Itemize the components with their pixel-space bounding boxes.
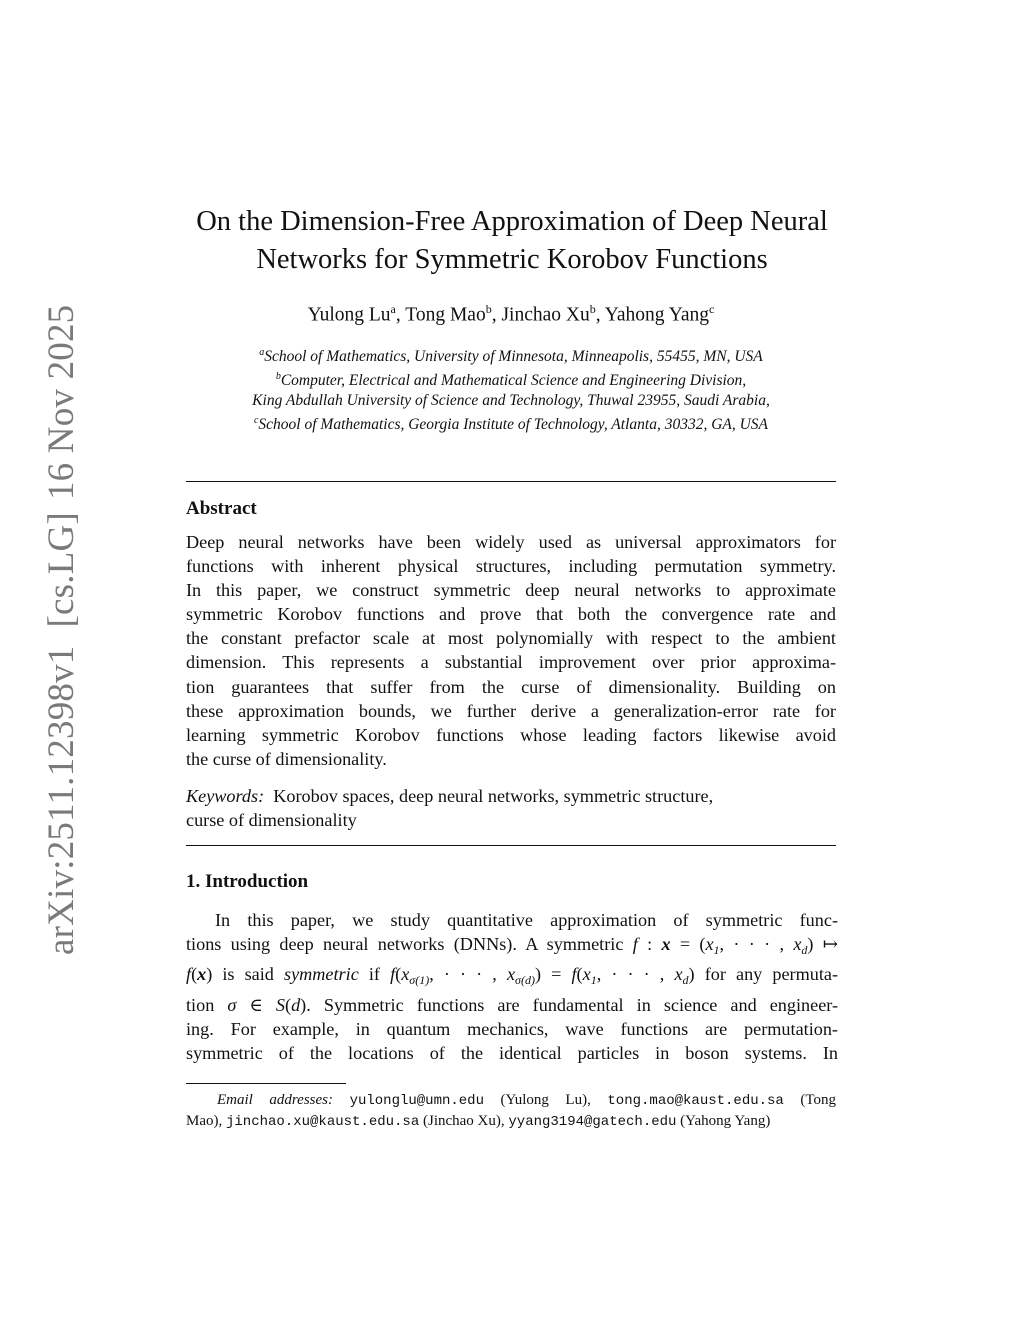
intro-line: f(x) is said symmetric if $f(x_{\sigma(1)}$, · · · , $x_{\sigma(d)}) = f(x_1$, · · · , $x_d$) for any permuta- [186,964,838,988]
email-link[interactable]: yulonglu@umn.edu [349,1093,484,1109]
author-mark: b [485,302,492,316]
intro-text: if [358,964,391,985]
footnote-rule [186,1083,346,1084]
author-name: Yahong Yang [604,304,709,326]
email-owner: (Yulong Lu) [500,1092,588,1108]
abstract-line: these approximation bounds, we further derive a generalization-error rate for [186,700,836,721]
author-list [186,302,836,327]
intro-line: In this paper, we study quantitative approximation of symmetric func- [215,910,838,930]
author-separator: , [595,304,605,326]
intro-line: tion σ ∈ S(d). Symmetric functions are fundamental in science and engineer- [186,994,839,1015]
affiliation [150,343,872,367]
abstract-line: the curse of dimensionality. [186,748,387,769]
intro-line: tions using deep neural networks (DNNs). A symmetric f : $x = (x_1$, · · · , $x_d$) ↦ [186,934,838,958]
abstract-line: learning symmetric Korobov functions whose leading factors likewise avoid [186,724,836,745]
intro-text: . Symmetric functions are fundamental in science and engineer- [306,994,839,1015]
author-mark: a [390,302,396,316]
keywords-line [186,784,836,808]
abstract-bottom-rule [186,845,836,846]
author-mark: c [709,302,715,316]
affiliation-mark: c [253,415,259,427]
arxiv-category: [cs.LG] [41,512,82,628]
email-owner: Mao), [186,1113,223,1129]
intro-line: ing. For example, in quantum mechanics, wave functions are permutation- [186,1018,838,1039]
email-owner: (Jinchao Xu) [422,1113,501,1129]
footnote-label: Email addresses: [217,1092,333,1108]
author-name: Yulong Lu [307,304,391,326]
author-name: Tong Mao [405,304,486,326]
keywords-text: Korobov spaces, deep neural networks, symmetric structure, [273,786,714,806]
email-link[interactable]: jinchao.xu@kaust.edu.sa [226,1114,420,1130]
email-owner: (Yahong Yang) [680,1113,771,1129]
intro-emphasis: symmetric [284,964,359,985]
intro-line: symmetric of the locations of the identical particles in boson systems. In [186,1043,838,1064]
keywords-label: Keywords: [186,786,265,806]
affiliation-text: School of Mathematics, Georgia Institute of Technology, Atlanta, 30332, GA, USA [258,416,769,434]
abstract-line: In this paper, we construct symmetric deep neural networks to approximate [186,580,836,601]
introduction-body [186,908,838,1065]
arxiv-id: arXiv:2511.12398v1 [41,645,82,955]
paper-title [160,203,864,279]
email-link[interactable]: tong.mao@kaust.edu.sa [607,1093,784,1109]
intro-text: is said [212,964,285,985]
intro-text: tion [186,994,228,1015]
affiliation [150,411,872,435]
abstract-line: dimension. This represents a substantial improvement over prior approxima- [186,652,836,673]
intro-text: tions using deep neural networks (DNNs). A symmetric [186,934,633,955]
keywords [186,784,836,832]
author-name: Jinchao Xu [501,304,590,326]
abstract-line: symmetric Korobov functions and prove that both the convergence rate and [186,604,836,625]
arxiv-date: 16 Nov 2025 [41,304,82,501]
title-line-2: Networks for Symmetric Korobov Functions [256,244,768,275]
affiliation [150,391,872,411]
math-expression: f [390,964,396,985]
affiliation-mark: a [259,347,265,358]
email-owner: (Tong [800,1092,837,1108]
affiliation-text: School of Mathematics, University of Minnesota, Minneapolis, 55455, MN, USA [264,348,763,366]
abstract-heading: Abstract [186,498,257,519]
title-line-1: On the Dimension-Free Approximation of Deep Neural [196,206,828,237]
affiliation-text: Computer, Electrical and Mathematical Science and Engineering Division, [280,372,747,390]
arxiv-stamp [40,305,83,955]
math-expression: f [632,934,638,955]
math-expression: x [661,934,671,955]
footnote-line: Mao), jinchao.xu@kaust.edu.sa (Jinchao Xu), yyang3194@gatech.edu (Yahong Yang) [186,1113,771,1130]
abstract-line: the constant prefactor scale at most polynomially with respect to the ambient [186,628,836,649]
math-expression: f [186,964,192,985]
author-separator: , [491,304,502,326]
affiliation-text: King Abdullah University of Science and Technology, Thuwal 23955, Saudi Arabia, [252,392,770,410]
footnote-line: Email addresses: yulonglu@umn.edu (Yulong Lu), tong.mao@kaust.edu.sa (Tong [186,1090,836,1111]
abstract-line: tion guarantees that suffer from the curse of dimensionality. Building on [186,676,836,697]
intro-text: for any permuta- [694,964,838,985]
affiliation [150,367,872,391]
affiliations [150,343,872,435]
abstract-line: Deep neural networks have been widely used as universal approximators for [186,532,836,552]
footnote-emails [186,1090,836,1132]
email-link[interactable]: yyang3194@gatech.edu [508,1114,677,1130]
section-heading-introduction: 1. Introduction [186,871,309,892]
math-expression: σ [227,994,237,1015]
author-separator: , [395,304,406,326]
abstract-body [186,530,836,771]
keywords-line: curse of dimensionality [186,810,357,830]
affiliation-mark: b [275,371,281,383]
abstract-line: functions with inherent physical structures, including permutation symmetry. [186,556,836,577]
abstract-top-rule [186,481,836,482]
author-mark: b [589,302,596,316]
